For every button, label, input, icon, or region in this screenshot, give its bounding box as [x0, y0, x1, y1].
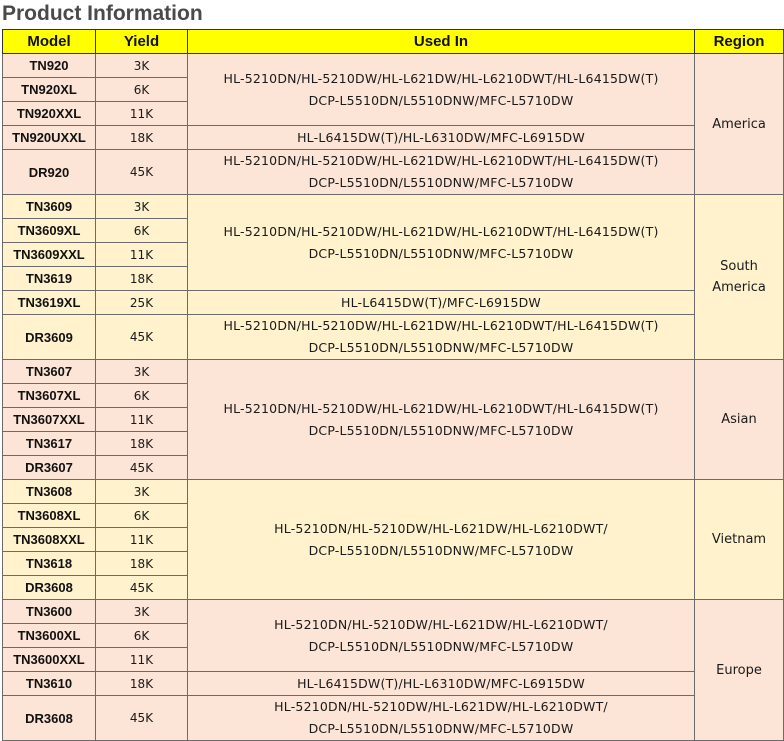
used-in-cell	[188, 696, 695, 741]
used-in-line: HL-5210DN/HL-5210DW/HL-L621DW/HL-L6210DWT/	[274, 520, 608, 536]
yield-cell: 6K	[96, 219, 188, 243]
region-cell	[695, 195, 784, 360]
table-row	[3, 150, 784, 195]
yield-cell: 3K	[96, 600, 188, 624]
used-in-line: DCP-L5510DN/L5510DNW/MFC-L5710DW	[308, 542, 574, 558]
yield-cell: 18K	[96, 672, 188, 696]
yield-cell: 3K	[96, 54, 188, 78]
model-cell: TN3600	[3, 600, 96, 624]
used-in-cell	[188, 315, 695, 360]
yield-cell: 45K	[96, 315, 188, 360]
model-cell: TN920UXXL	[3, 126, 96, 150]
used-in-line: HL-5210DN/HL-5210DW/HL-L621DW/HL-L6210DWT/HL-L6415DW(T)	[223, 400, 659, 416]
used-in-line: DCP-L5510DN/L5510DNW/MFC-L5710DW	[308, 422, 574, 438]
model-cell: DR920	[3, 150, 96, 195]
yield-cell: 18K	[96, 126, 188, 150]
model-cell: TN3607	[3, 360, 96, 384]
model-cell: TN920XL	[3, 78, 96, 102]
yield-cell: 6K	[96, 78, 188, 102]
used-in-line: HL-5210DN/HL-5210DW/HL-L621DW/HL-L6210DWT/HL-L6415DW(T)	[223, 318, 659, 333]
header-region: Region	[695, 30, 784, 54]
used-in-line: DCP-L5510DN/L5510DNW/MFC-L5710DW	[308, 175, 574, 190]
yield-cell: 18K	[96, 267, 188, 291]
used-in-cell: HL-L6415DW(T)/HL-L6310DW/MFC-L6915DW	[188, 672, 695, 696]
header-yield: Yield	[96, 30, 188, 54]
used-in-cell	[188, 480, 695, 600]
model-cell: TN3610	[3, 672, 96, 696]
yield-cell: 6K	[96, 504, 188, 528]
region-line: America	[712, 280, 766, 295]
header-model: Model	[3, 30, 96, 54]
table-row	[3, 126, 784, 150]
used-in-line: DCP-L5510DN/L5510DNW/MFC-L5710DW	[308, 721, 574, 736]
used-in-line: HL-5210DN/HL-5210DW/HL-L621DW/HL-L6210DWT/HL-L6415DW(T)	[223, 153, 659, 168]
model-cell: DR3608	[3, 576, 96, 600]
model-cell: TN3607XXL	[3, 408, 96, 432]
used-in-line: DCP-L5510DN/L5510DNW/MFC-L5710DW	[308, 92, 574, 108]
yield-cell: 3K	[96, 480, 188, 504]
model-cell: TN3607XL	[3, 384, 96, 408]
model-cell: TN3608	[3, 480, 96, 504]
region-cell: Asian	[695, 360, 784, 480]
model-cell: TN3619XL	[3, 291, 96, 315]
model-cell: TN920XXL	[3, 102, 96, 126]
yield-cell: 11K	[96, 528, 188, 552]
model-cell: TN3618	[3, 552, 96, 576]
used-in-line: DCP-L5510DN/L5510DNW/MFC-L5710DW	[308, 245, 574, 261]
used-in-cell	[188, 600, 695, 672]
region-cell: Vietnam	[695, 480, 784, 600]
yield-cell: 45K	[96, 696, 188, 741]
model-cell: TN3609XL	[3, 219, 96, 243]
yield-cell: 11K	[96, 243, 188, 267]
table-row	[3, 195, 784, 219]
table-row	[3, 480, 784, 504]
yield-cell: 45K	[96, 150, 188, 195]
model-cell: TN3608XL	[3, 504, 96, 528]
table-row	[3, 54, 784, 78]
model-cell: DR3609	[3, 315, 96, 360]
region-cell: America	[695, 54, 784, 195]
page-title: Product Information	[2, 2, 203, 25]
table-row	[3, 360, 784, 384]
yield-cell: 6K	[96, 624, 188, 648]
table-row	[3, 291, 784, 315]
used-in-line: HL-5210DN/HL-5210DW/HL-L621DW/HL-L6210DWT/	[274, 699, 608, 714]
model-cell: TN3609XXL	[3, 243, 96, 267]
used-in-cell: HL-L6415DW(T)/MFC-L6915DW	[188, 291, 695, 315]
used-in-line: HL-5210DN/HL-5210DW/HL-L621DW/HL-L6210DWT/HL-L6415DW(T)	[223, 223, 659, 239]
used-in-line: HL-5210DN/HL-5210DW/HL-L621DW/HL-L6210DWT/	[274, 616, 608, 632]
yield-cell: 45K	[96, 576, 188, 600]
yield-cell: 6K	[96, 384, 188, 408]
used-in-cell: HL-L6415DW(T)/HL-L6310DW/MFC-L6915DW	[188, 126, 695, 150]
yield-cell: 11K	[96, 408, 188, 432]
model-cell: DR3608	[3, 696, 96, 741]
yield-cell: 18K	[96, 552, 188, 576]
model-cell: TN3617	[3, 432, 96, 456]
model-cell: DR3607	[3, 456, 96, 480]
table-header-row	[3, 30, 784, 54]
table-row	[3, 600, 784, 624]
model-cell: TN3609	[3, 195, 96, 219]
used-in-line: DCP-L5510DN/L5510DNW/MFC-L5710DW	[308, 340, 574, 355]
region-cell: Europe	[695, 600, 784, 741]
table-row	[3, 315, 784, 360]
used-in-line: HL-5210DN/HL-5210DW/HL-L621DW/HL-L6210DWT/HL-L6415DW(T)	[223, 70, 659, 86]
yield-cell: 11K	[96, 102, 188, 126]
yield-cell: 3K	[96, 360, 188, 384]
used-in-cell	[188, 54, 695, 126]
used-in-cell	[188, 195, 695, 291]
table-row	[3, 672, 784, 696]
yield-cell: 18K	[96, 432, 188, 456]
yield-cell: 25K	[96, 291, 188, 315]
model-cell: TN3600XXL	[3, 648, 96, 672]
region-line: South	[720, 259, 758, 274]
yield-cell: 11K	[96, 648, 188, 672]
model-cell: TN920	[3, 54, 96, 78]
header-used-in: Used In	[188, 30, 695, 54]
model-cell: TN3608XXL	[3, 528, 96, 552]
yield-cell: 45K	[96, 456, 188, 480]
yield-cell: 3K	[96, 195, 188, 219]
table-row	[3, 696, 784, 741]
model-cell: TN3619	[3, 267, 96, 291]
model-cell: TN3600XL	[3, 624, 96, 648]
used-in-cell	[188, 150, 695, 195]
product-table	[2, 29, 784, 741]
used-in-line: DCP-L5510DN/L5510DNW/MFC-L5710DW	[308, 638, 574, 654]
used-in-cell	[188, 360, 695, 480]
